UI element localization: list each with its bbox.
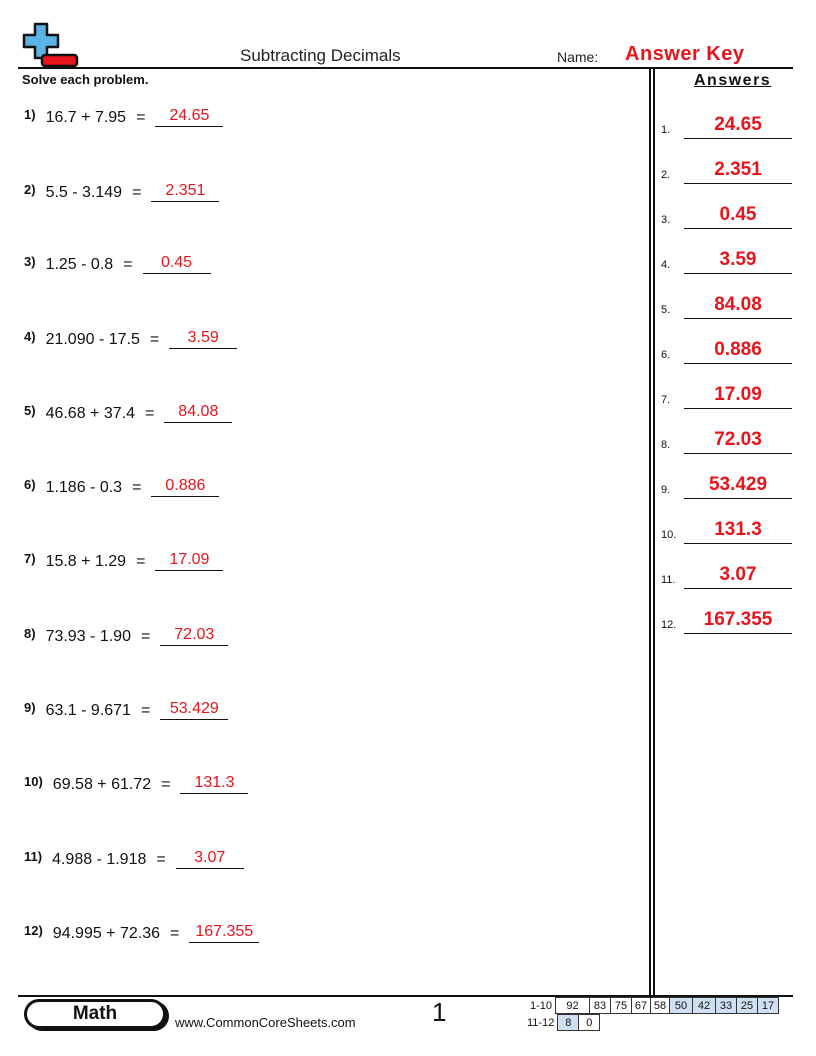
- score-cell: 83: [590, 998, 611, 1014]
- problem-answer[interactable]: 0.45: [143, 253, 211, 274]
- problem-expression: 63.1 - 9.671: [45, 702, 131, 719]
- problem-answer[interactable]: 53.429: [160, 699, 228, 720]
- problem-4: [24, 323, 237, 349]
- website-link[interactable]: www.CommonCoreSheets.com: [175, 1015, 356, 1030]
- answer-key-value[interactable]: 72.03: [714, 429, 762, 450]
- answer-key-row-11: [660, 563, 792, 589]
- score-row-label: 1-10: [530, 999, 553, 1012]
- problem-number: 7): [24, 551, 36, 566]
- answer-key-number: 4.: [661, 259, 671, 271]
- problem-number: 3): [24, 254, 36, 269]
- problem-1: [24, 101, 223, 127]
- answer-key-number: 8.: [661, 439, 671, 451]
- problem-answer[interactable]: 3.07: [176, 848, 244, 869]
- answer-key-number: 7.: [661, 394, 671, 406]
- problem-number: 9): [24, 700, 36, 715]
- problem-expression: 16.7 + 7.95: [45, 109, 127, 126]
- score-cell: 58: [651, 998, 670, 1014]
- score-cell: 42: [693, 998, 716, 1014]
- problem-6: [24, 471, 219, 497]
- problem-expression: 4.988 - 1.918: [52, 851, 147, 868]
- answer-key-line: [684, 408, 792, 409]
- answer-key-line: [684, 183, 792, 184]
- equals-sign: =: [156, 851, 166, 868]
- problem-expression: 15.8 + 1.29: [45, 553, 127, 570]
- page-number: 1: [432, 997, 447, 1027]
- score-cell: 0: [579, 1015, 600, 1031]
- equals-sign: =: [140, 628, 151, 645]
- answer-key-line: [684, 318, 792, 319]
- column-divider-left: [649, 69, 651, 995]
- score-cell: 50: [670, 998, 693, 1014]
- score-cell: 17: [758, 998, 779, 1014]
- problem-5: [24, 397, 232, 423]
- problem-number: 12): [24, 923, 43, 938]
- problem-expression: 1.25 - 0.8: [45, 256, 114, 273]
- answer-key-row-9: [660, 473, 792, 499]
- answer-key-line: [684, 273, 792, 274]
- problem-number: 1): [24, 107, 36, 122]
- equals-sign: =: [140, 702, 151, 719]
- equals-sign: =: [144, 405, 155, 422]
- name-label: Name:: [557, 49, 599, 65]
- problem-12: [24, 917, 259, 943]
- equals-sign: =: [136, 553, 146, 570]
- answer-key-line: [684, 543, 792, 544]
- problem-answer[interactable]: 17.09: [155, 550, 223, 571]
- problem-number: 6): [24, 477, 36, 492]
- problem-number: 10): [24, 774, 43, 789]
- problem-8: [24, 620, 228, 646]
- plus-minus-logo-icon: [22, 22, 80, 70]
- problem-expression: 69.58 + 61.72: [52, 776, 152, 793]
- score-cell: 75: [611, 998, 632, 1014]
- problem-number: 5): [24, 403, 36, 418]
- problem-number: 4): [24, 329, 36, 344]
- answer-key-value[interactable]: 0.45: [719, 204, 757, 225]
- answer-key-row-3: [660, 203, 792, 229]
- instructions: Solve each problem.: [22, 72, 149, 87]
- answer-key-number: 10.: [661, 529, 677, 541]
- answer-key-row-5: [660, 293, 792, 319]
- problem-9: [24, 694, 228, 720]
- problem-10: [24, 768, 248, 794]
- problem-3: [24, 248, 211, 274]
- score-row-label: 11-12: [527, 1016, 555, 1029]
- score-row: [530, 998, 779, 1014]
- answer-key-value[interactable]: 53.429: [708, 474, 768, 495]
- equals-sign: =: [170, 925, 180, 942]
- answer-key-value[interactable]: 131.3: [714, 519, 762, 540]
- answer-key-number: 12.: [661, 619, 677, 631]
- problem-number: 2): [24, 182, 36, 197]
- header-divider: [18, 67, 793, 69]
- problem-answer[interactable]: 84.08: [164, 402, 232, 423]
- answer-key-value[interactable]: 3.59: [719, 249, 757, 270]
- problem-expression: 1.186 - 0.3: [45, 479, 123, 496]
- answer-key-line: [684, 138, 792, 139]
- equals-sign: =: [161, 776, 171, 793]
- problem-answer[interactable]: 72.03: [160, 625, 228, 646]
- answer-key-value[interactable]: 24.65: [714, 114, 762, 135]
- answer-key-row-10: [660, 518, 792, 544]
- answer-key-number: 2.: [661, 169, 671, 181]
- answer-key-number: 9.: [661, 484, 671, 496]
- answer-key-line: [684, 498, 792, 499]
- answer-key-row-6: [660, 338, 792, 364]
- problem-number: 11): [24, 849, 43, 864]
- score-cell: 67: [632, 998, 651, 1014]
- answers-heading: Answers: [694, 72, 772, 89]
- answer-key-row-7: [660, 383, 792, 409]
- answer-key-row-4: [660, 248, 792, 274]
- answer-key-value[interactable]: 17.09: [714, 384, 762, 405]
- answer-key-number: 1.: [661, 124, 671, 136]
- problem-answer[interactable]: 3.59: [169, 328, 237, 349]
- answer-key-line: [684, 363, 792, 364]
- problem-2: [24, 176, 219, 202]
- score-row: [527, 1015, 600, 1031]
- answer-key-number: 3.: [661, 214, 671, 226]
- score-table-1-10: [530, 997, 779, 1014]
- problem-answer[interactable]: 0.886: [151, 476, 219, 497]
- answer-key-number: 11.: [661, 574, 676, 586]
- answer-key-line: [684, 228, 792, 229]
- column-divider-right: [653, 69, 655, 995]
- score-cell: 25: [737, 998, 758, 1014]
- problem-answer[interactable]: 167.355: [189, 922, 259, 943]
- answer-key-number: 5.: [661, 304, 671, 316]
- problem-expression: 46.68 + 37.4: [45, 405, 135, 422]
- problem-answer[interactable]: 131.3: [180, 773, 248, 794]
- answer-key-line: [684, 588, 792, 589]
- answer-key-row-1: [660, 113, 792, 139]
- answer-key-value[interactable]: 84.08: [714, 294, 762, 315]
- problem-expression: 21.090 - 17.5: [45, 331, 140, 348]
- answer-key-number: 6.: [661, 349, 671, 361]
- score-cell: 33: [716, 998, 737, 1014]
- answer-key-line: [684, 633, 792, 634]
- problem-answer[interactable]: 2.351: [151, 181, 219, 202]
- name-value: Answer Key: [625, 43, 745, 65]
- subject-badge: Math: [24, 999, 166, 1029]
- equals-sign: =: [132, 479, 142, 496]
- problem-7: [24, 545, 223, 571]
- answer-key-value[interactable]: 0.886: [714, 339, 762, 360]
- equals-sign: =: [132, 184, 142, 201]
- problem-number: 8): [24, 626, 36, 641]
- answer-key-value[interactable]: 167.355: [703, 609, 773, 630]
- page-title: Subtracting Decimals: [240, 46, 401, 65]
- equals-sign: =: [123, 256, 133, 273]
- answer-key-row-8: [660, 428, 792, 454]
- problem-expression: 73.93 - 1.90: [45, 628, 131, 645]
- problem-expression: 94.995 + 72.36: [52, 925, 161, 942]
- score-cell: 8: [558, 1015, 579, 1031]
- answer-key-value[interactable]: 3.07: [719, 564, 757, 585]
- score-table-11-12: [527, 1014, 600, 1031]
- equals-sign: =: [149, 331, 160, 348]
- equals-sign: =: [136, 109, 146, 126]
- answer-key-row-2: [660, 158, 792, 184]
- problem-answer[interactable]: 24.65: [155, 106, 223, 127]
- answer-key-line: [684, 453, 792, 454]
- score-cell: 92: [556, 998, 590, 1014]
- problem-11: [24, 843, 244, 869]
- answer-key-value[interactable]: 2.351: [714, 159, 762, 180]
- answer-key-row-12: [660, 608, 792, 634]
- problem-expression: 5.5 - 3.149: [45, 184, 123, 201]
